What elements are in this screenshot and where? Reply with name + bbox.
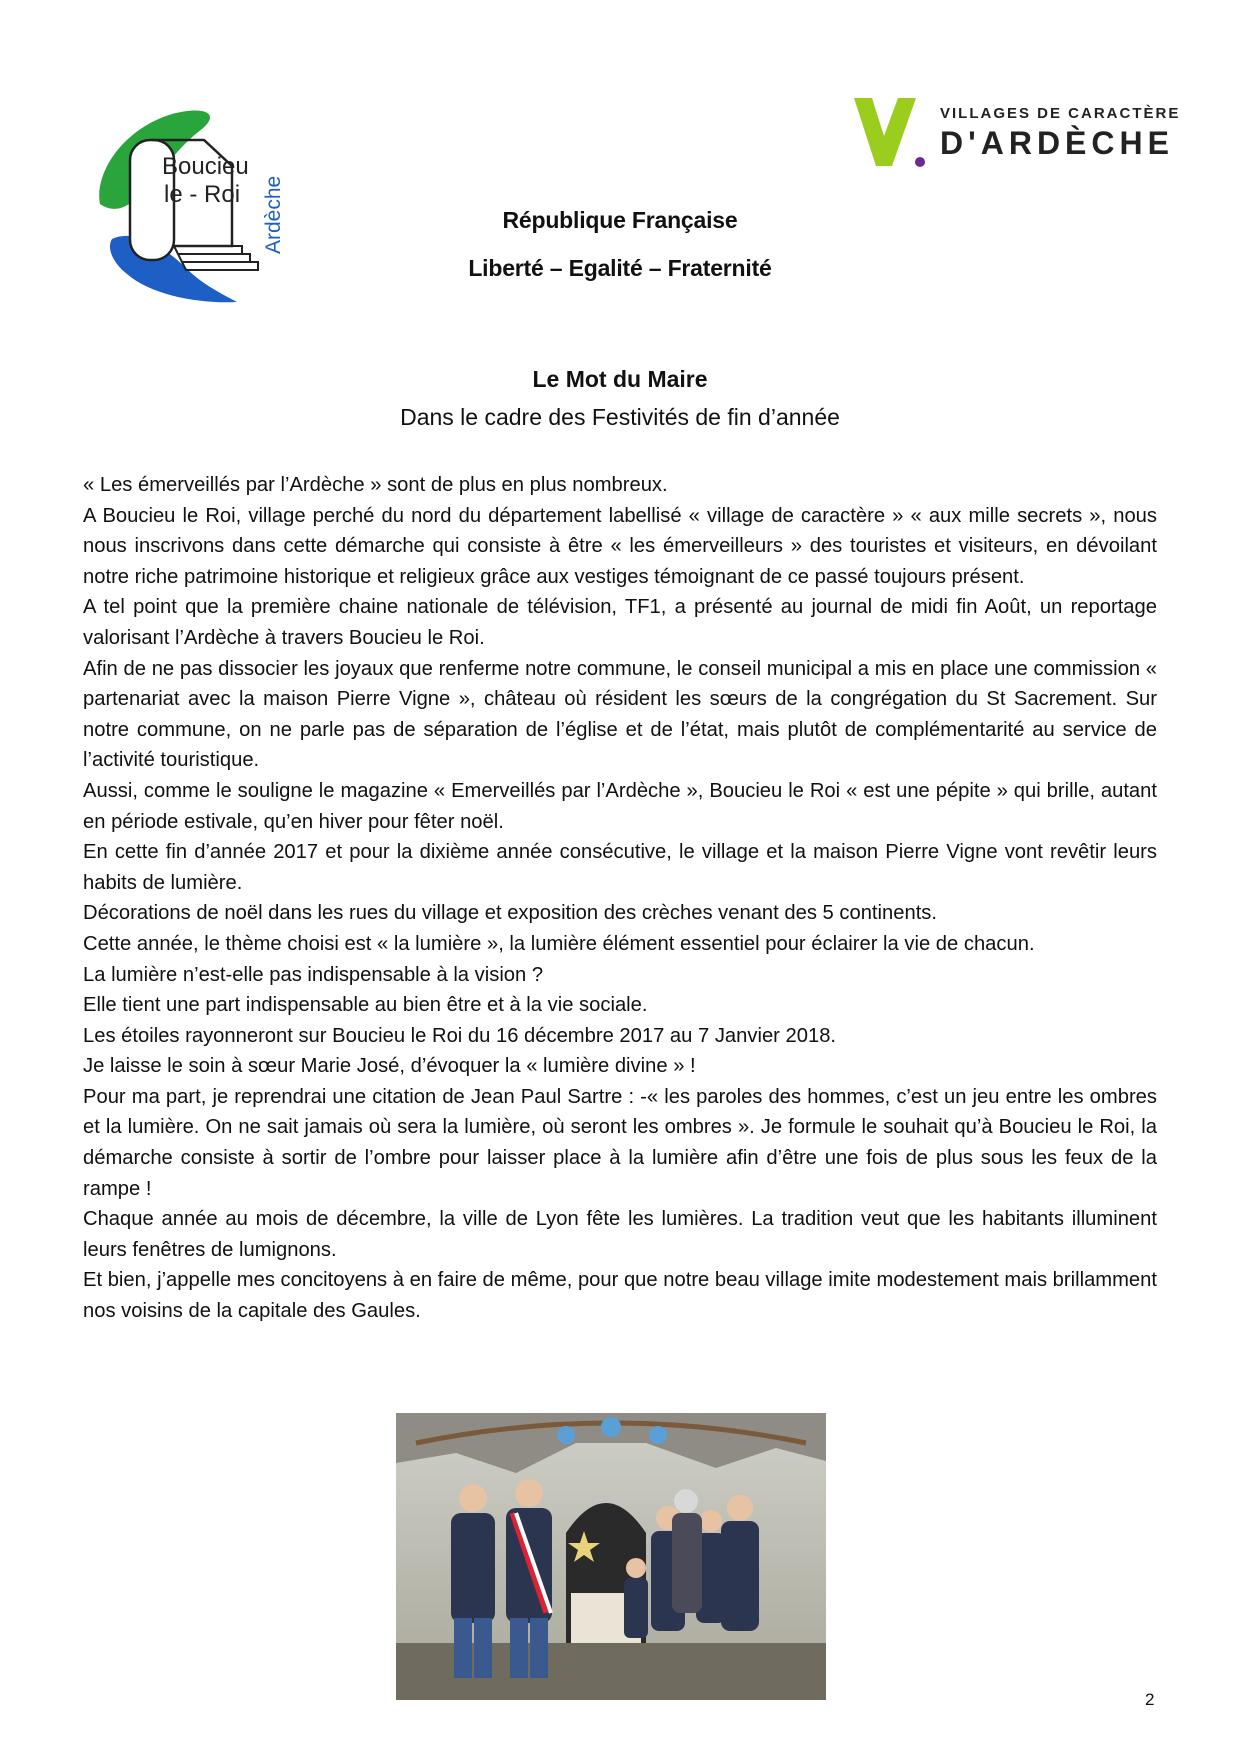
logo-text-villages: VILLAGES DE CARACTÈRE	[940, 105, 1181, 122]
paragraph: La lumière n’est-elle pas indispensable à la vision ?	[83, 963, 544, 986]
logo-text-ardeche: Ardèche	[262, 175, 285, 254]
paragraph: Décorations de noël dans les rues du village et exposition des crèches venant des 5 continents.	[83, 902, 938, 925]
logo-text-dardeche: D'ARDÈCHE	[940, 125, 1174, 161]
title-subtitle: Dans le cadre des Festivités de fin d’année	[400, 404, 840, 430]
group-photo-creche	[396, 1413, 826, 1700]
paragraph: Pour ma part, je reprendrai une citation de Jean Paul Sartre : -« les paroles des hommes, c’est un jeu entre les ombres et la lumière. On ne sait jamais où sera la lumière, où seront les ombres ». Je formule le souhait qu’à Boucieu le Roi, la démarche consiste à sortir de l’ombre pour laisser place à la lumière afin d’être une fois de plus sous les feux de la rampe !	[83, 1085, 1157, 1200]
logo-text-boucieu: Boucieu	[162, 153, 249, 180]
title-mot-du-maire: Le Mot du Maire	[532, 366, 708, 392]
header-devise: Liberté – Egalité – Fraternité	[468, 255, 772, 281]
logo-text-le-roi: le - Roi	[164, 181, 241, 208]
paragraph: Et bien, j’appelle mes concitoyens à en faire de même, pour que notre beau village imite modestement mais brillamment nos voisins de la capitale des Gaules.	[83, 1269, 1157, 1323]
paragraph: Les étoiles rayonneront sur Boucieu le Roi du 16 décembre 2017 au 7 Janvier 2018.	[83, 1024, 837, 1047]
paragraph: A tel point que la première chaine nationale de télévision, TF1, a présenté au journal de midi fin Août, un reportage valorisant l’Ardèche à travers Boucieu le Roi.	[83, 596, 1157, 649]
paragraph: En cette fin d’année 2017 et pour la dixième année consécutive, le village et la maison Pierre Vigne vont revêtir leurs habits de lumière.	[83, 841, 1157, 894]
header-republique: République Française	[502, 207, 738, 233]
paragraph: Aussi, comme le souligne le magazine « Emerveillés par l’Ardèche », Boucieu le Roi « est une pépite » qui brille, autant en période estivale, qu’en hiver pour fêter noël.	[83, 779, 1157, 833]
paragraph: Elle tient une part indispensable au bien être et à la vie sociale.	[83, 994, 648, 1017]
paragraph: Afin de ne pas dissocier les joyaux que renferme notre commune, le conseil municipal a mis en place une commission « partenariat avec la maison Pierre Vigne », château où résident les sœurs de la congrégation du St Sacrement. Sur notre commune, on ne parle pas de séparation de l’église et de l’état, mais plutôt de complémentarité au service de l’activité touristique.	[83, 657, 1157, 772]
paragraph: « Les émerveillés par l’Ardèche » sont de plus en plus nombreux.	[83, 474, 668, 496]
paragraph: Cette année, le thème choisi est « la lumière », la lumière élément essentiel pour éclairer la vie de chacun.	[83, 932, 1035, 955]
paragraph: A Boucieu le Roi, village perché du nord du département labellisé « village de caractère » « aux mille secrets », nous nous inscrivons dans cette démarche qui consiste à être « les émerveilleurs » des touristes et visiteurs, en dévoilant notre riche patrimoine historique et religieux grâce aux vestiges témoignant de ce passé toujours présent.	[83, 504, 1157, 588]
body-text	[83, 470, 1157, 1327]
villages-de-caractere-logo	[848, 92, 1181, 174]
paragraph: Je laisse le soin à sœur Marie José, d’évoquer la « lumière divine » !	[83, 1055, 696, 1078]
paragraph: Chaque année au mois de décembre, la ville de Lyon fête les lumières. La tradition veut que les habitants illuminent leurs fenêtres de lumignons.	[83, 1208, 1157, 1261]
document-header	[0, 196, 1240, 292]
page-number: 2	[1145, 1690, 1155, 1709]
document-title	[0, 360, 1240, 436]
